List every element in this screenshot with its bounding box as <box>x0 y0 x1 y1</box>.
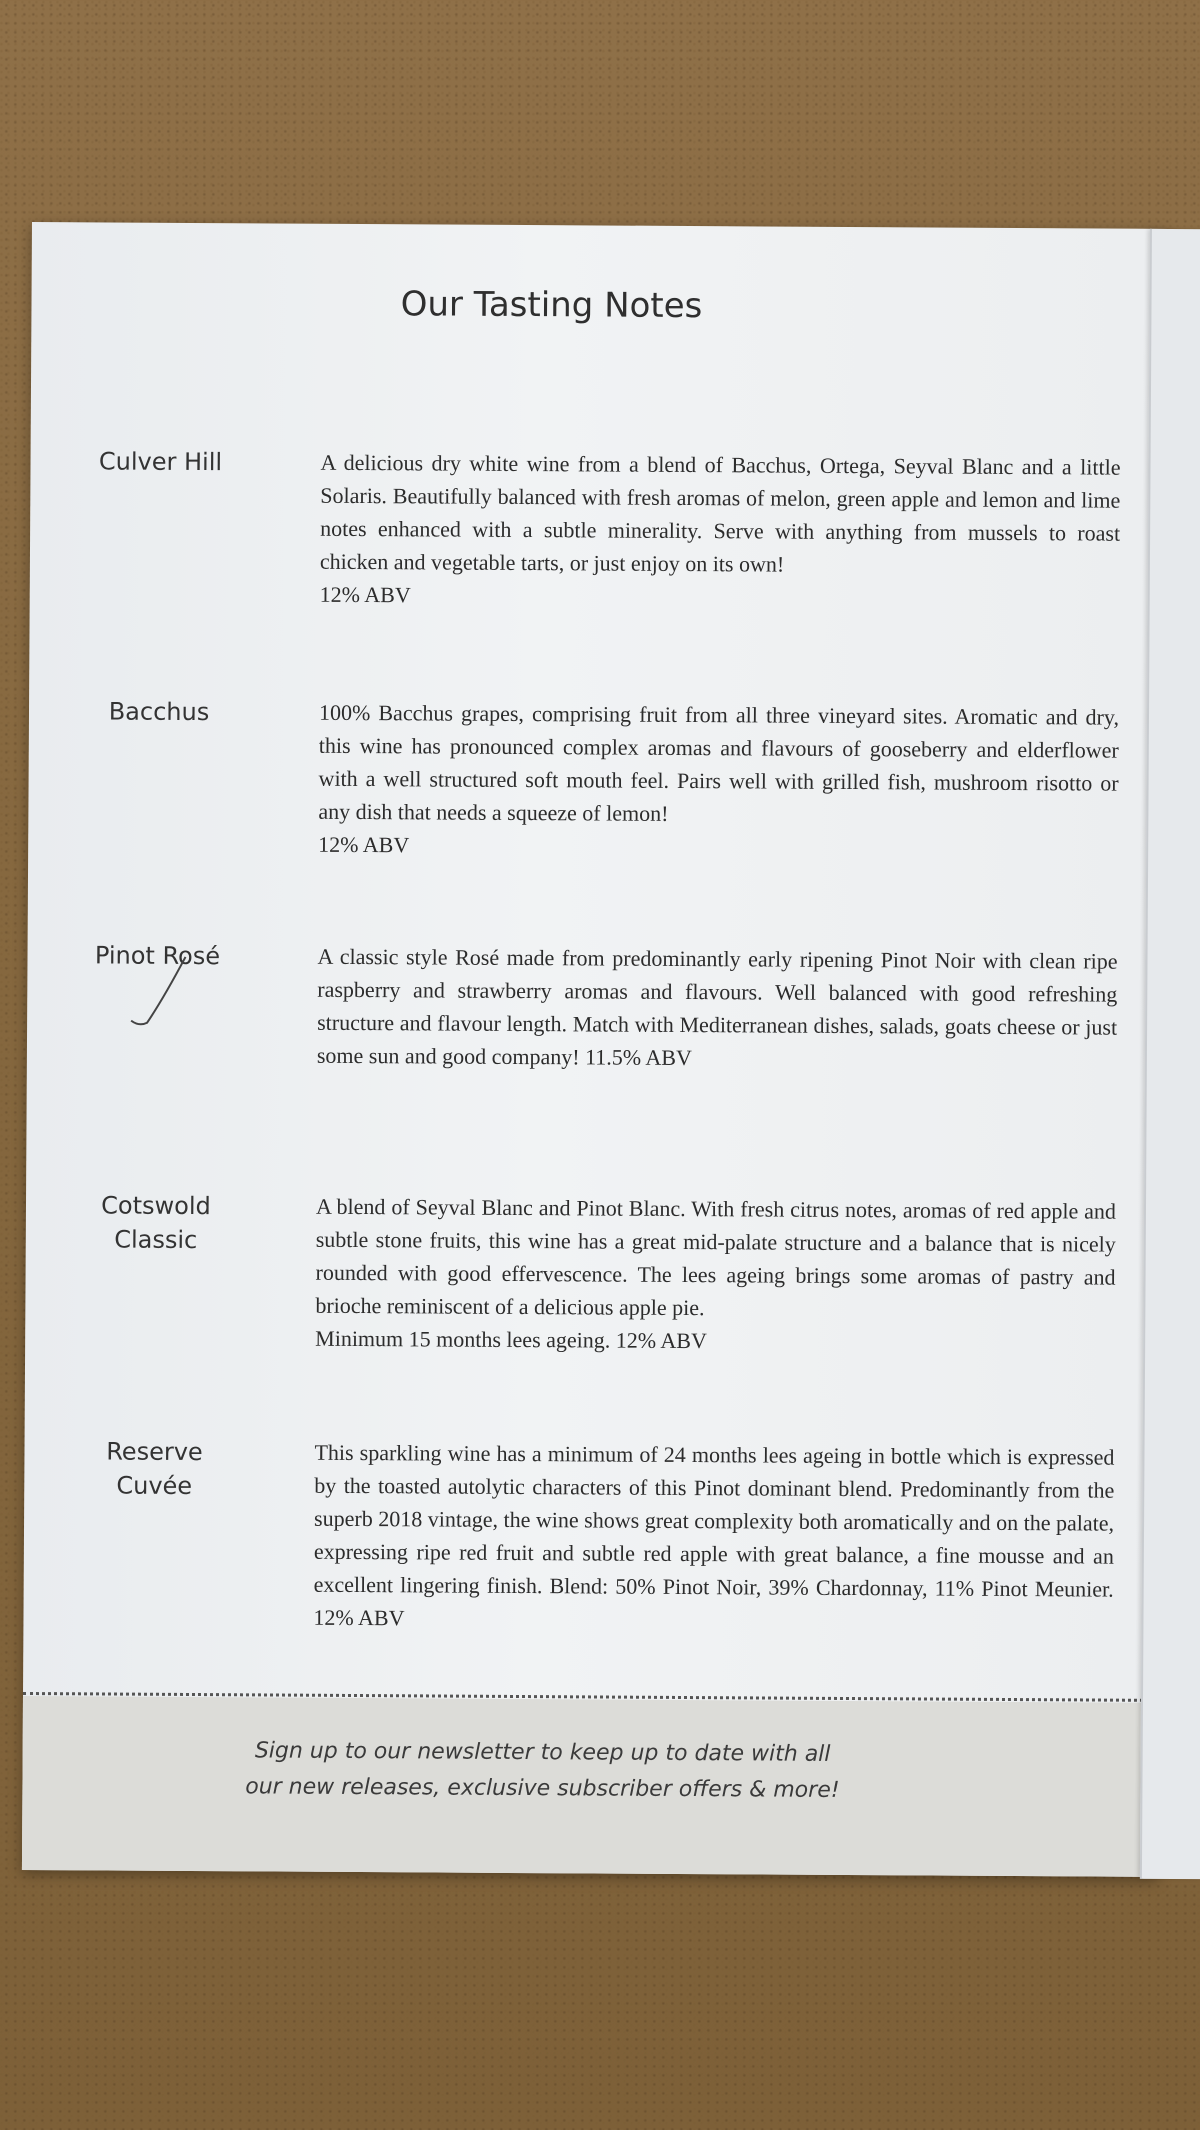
wine-description: A classic style Rosé made from predominantly early ripening Pinot Noir with clean ripe raspberry and strawberry aromas and flavours. Well balanced with good refreshing structure and flavour length. Match with Mediterranean dishes, salads, goats cheese or just some sun and good company! 11.5% ABV <box>316 943 1118 1071</box>
wine-abv: 12% ABV <box>318 831 410 858</box>
wine-name: Bacchus <box>108 697 210 727</box>
wine-entry-pinot-rose <box>68 938 1138 1071</box>
wine-abv: 12% ABV <box>319 581 411 608</box>
adjacent-page-edge <box>1140 229 1200 1879</box>
wine-entry-cotswold-classic <box>66 1188 1136 1354</box>
newsletter-footer <box>22 1696 1141 1877</box>
newsletter-line-1: Sign up to our newsletter to keep up to date with all <box>254 1738 831 1767</box>
wine-name: Cotswold Classic <box>101 1191 211 1255</box>
wine-description: A blend of Seyval Blanc and Pinot Blanc. With fresh citrus notes, aromas of red apple and subtle stone fruits, this wine has a great mid-palate structure and a balance that is nicely rounded with good effervescence. The lees ageing brings some aromas of pastry and brioche reminiscent of a delicious apple pie. <box>315 1193 1117 1321</box>
wine-description-block <box>320 446 1121 616</box>
wine-entry-reserve-cuvee <box>65 1434 1135 1631</box>
newsletter-line-2: our new releases, exclusive subscriber offers & more! <box>245 1774 840 1803</box>
wine-entry-culver-hill <box>71 444 1141 608</box>
handwritten-tick-mark <box>127 949 187 1029</box>
leaflet-page <box>22 222 1168 1877</box>
wine-name: Pinot Rosé <box>94 941 221 971</box>
wine-description-block <box>318 696 1119 866</box>
wine-description: This sparkling wine has a minimum of 24 months lees ageing in bottle which is expressed by the toasted autolytic characters of this Pinot dominant blend. Predominantly from the superb 2018 vintage, the wine shows great complexity both aromatically and on the palate, expressing ripe red fruit and subtle red apple with great balance, a fine mousse and an excellent lingering finish. Blend: 50% Pinot Noir, 39% Chardonnay, 11% Pinot Meunier. 12% ABV <box>313 1439 1115 1631</box>
wine-entry-bacchus <box>69 694 1139 858</box>
newsletter-text <box>22 1732 1062 1810</box>
wine-abv: Minimum 15 months lees ageing. 12% ABV <box>315 1325 707 1354</box>
page-title: Our Tasting Notes <box>400 284 703 327</box>
wine-description: A delicious dry white wine from a blend of Bacchus, Ortega, Seyval Blanc and a little Solaris. Beautifully balanced with fresh aromas of melon, green apple and lemon and lime notes enhanced with a subtle minerality. Serve with anything from mussels to roast chicken and vegetable tarts, or just enjoy on its own! <box>319 449 1121 577</box>
wine-name: Reserve Cuvée <box>106 1437 203 1501</box>
wine-name: Culver Hill <box>98 447 223 477</box>
wine-description: 100% Bacchus grapes, comprising fruit from all three vineyard sites. Aromatic and dry, this wine has pronounced complex aromas and flavours of gooseberry and elderflower with a well structured soft mouth feel. Pairs well with grilled fish, mushroom risotto or any dish that needs a squeeze of lemon! <box>318 699 1120 826</box>
wine-description-block <box>315 1190 1116 1360</box>
wine-description-block <box>317 940 1118 1077</box>
wine-description-block <box>313 1436 1114 1639</box>
